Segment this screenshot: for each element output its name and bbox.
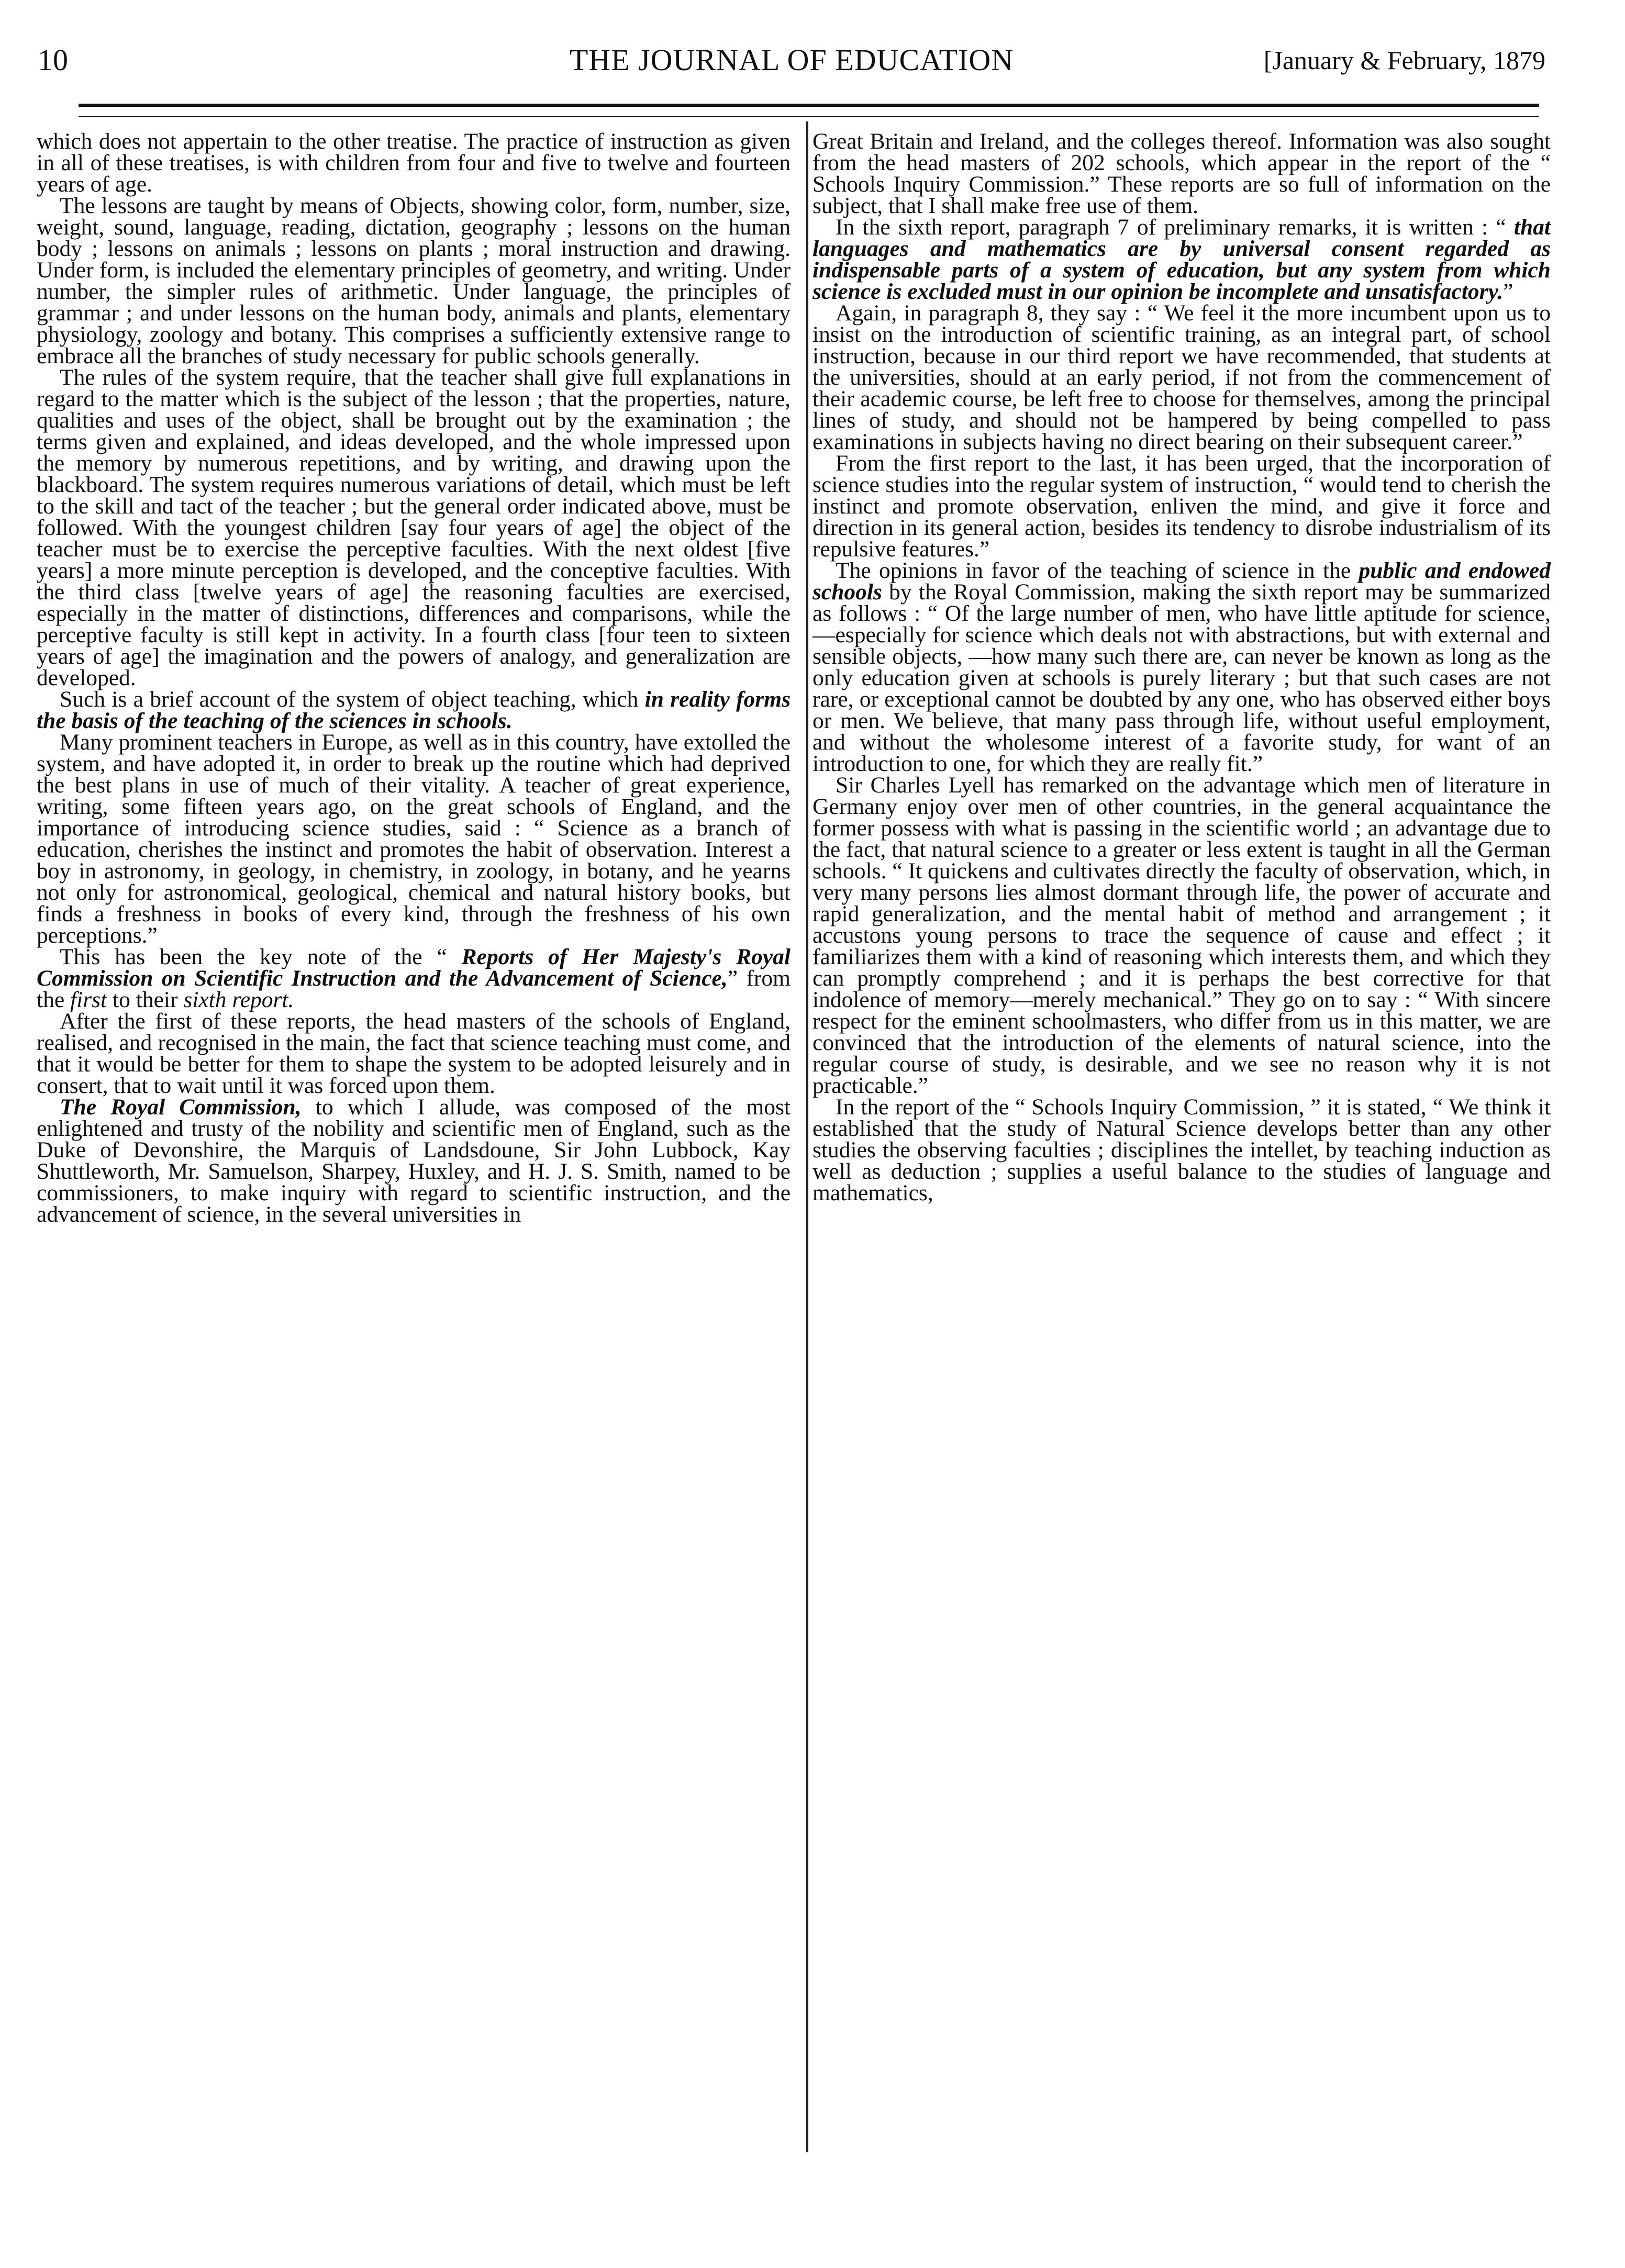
paragraph: From the first report to the last, it has been urged, that the incorporation of science studies into the regular system of instruction, “ would tend to cherish the instinct and promote observation, enliven the mind, and give it force and direction in its general action, besides its tendency to disrobe industrialism of its repulsive features.” (812, 451, 1551, 562)
page-header (38, 37, 1545, 84)
paragraph: In the report of the “ Schools Inquiry Commission, ” it is stated, “ We think it established that the study of Natural Science develops better than any other studies the observing faculties ; disciplines the intellet, by teaching induction as well as deduction ; supplies a useful balance to the studies of language and mathematics, (812, 1094, 1551, 1205)
emphasis-text: that languages and mathematics are by universal consent regarded as indispensable parts of a system of education, but any system from which science is excluded must in our opinion be incomplete and unsatisfactory. (812, 215, 1551, 304)
column-divider (806, 121, 808, 2152)
emphasis-text: in reality forms the basis of the teaching of the sciences in schools. (37, 687, 791, 733)
paragraph: The lessons are taught by means of Objects, showing color, form, number, size, weight, sound, language, reading, dictation, geography ; lessons on the human body ; lessons on animals ; lessons on plants ; moral instruction and drawing. Under form, is included the elementary principles of geometry, and writing. Under number, the simpler rules of arithmetic. Under language, the principles of grammar ; and under lessons on the human body, animals and plants, elementary physiology, zoology and botany. This comprises a sufficiently extensive range to embrace all the branches of study necessary for public schools generally. (37, 193, 791, 368)
paragraph: Many prominent teachers in Europe, as well as in this country, have extolled the system, and have adopted it, in order to break up the routine which had deprived the best plans in use of much of their vitality. A teacher of great experience, writing, some fifteen years ago, on the great schools of England, and the importance of introducing science studies, said : “ Science as a branch of education, cherishes the instinct and promotes the habit of observation. Interest a boy in astronomy, in geology, in chemistry, in zoology, in botany, and he yearns not only for astronomical, geological, chemical and natural history books, but finds a freshness in books of every kind, through the freshness of his own perceptions.” (37, 730, 791, 948)
paragraph (812, 217, 1551, 303)
emphasis-text: public and endowed schools (812, 558, 1551, 605)
text-run: This has been the key note of the “ (60, 944, 462, 969)
paragraph: The rules of the system require, that the teacher shall give full explanations in regard to the matter which is the subject of the lesson ; that the properties, nature, qualities and uses of the object, shall be brought out by the examination ; the terms given and explained, and ideas developed, and the whole impressed upon the memory by numerous repetitions, and by writing, and drawing upon the blackboard. The system requires numerous variations of detail, which must be left to the skill and tact of the teacher ; but the general order indicated above, must be followed. With the youngest children [say four years of age] the object of the teacher must be to exercise the perceptive faculties. With the next oldest [five years] a more minute perception is developed, and the conceptive faculties. With the third class [twelve years of age] the reasoning faculties are exercised, especially in the matter of distinctions, differences and comparisons, while the perceptive faculty is still kept in activity. In a fourth class [four teen to sixteen years of age] the imagination and the powers of analogy, and generalization are developed. (37, 365, 791, 690)
paragraph: Sir Charles Lyell has remarked on the advantage which men of literature in Germany enjoy over men of other countries, in the general acquaintance the former possess with what is passing in the scientific world ; an advantage due to the fact, that natural science to a greater or less extent is taught in all the German schools. “ It quickens and cultivates directly the faculty of observation, which, in very many persons lies almost dormant through life, the power of accurate and rapid generalization, and the mental habit of method and arrangement ; it accustons young persons to trace the sequence of cause and effect ; it familiarizes them with a kind of reasoning which interests them, and which they can promptly comprehend ; and it is perhaps the best corrective for that indolence of memory—merely mechanical.” They go on to say : “ With sincere respect for the eminent schoolmasters, who differ from us in this matter, we are convinced that the introduction of the elements of natural science, into the regular course of study, is desirable, and we see no reason why it is not practicable.” (812, 773, 1551, 1098)
text-run: Such is a brief account of the system of object teaching, which (60, 687, 645, 712)
emphasis-text: first (70, 987, 107, 1012)
text-run: to their (107, 987, 184, 1012)
journal-title: THE JOURNAL OF EDUCATION (569, 43, 1014, 77)
text-run: to which I allude, was composed of the most enlightened and trusty of the nobility and scientific men of England, such as the Duke of Devonshire, the Marquis of Landsdoune, Sir John Lubbock, Kay Shuttleworth, Mr. Samuelson, Sharpey, Huxley, and H. J. S. Smith, named to be commissioners, to make inquiry with regard to scientific instruction, and the advancement of science, in the several universities in (37, 1094, 791, 1227)
paragraph (812, 560, 1551, 775)
paragraph: After the first of these reports, the head masters of the schools of England, realised, and recognised in the main, the fact that science teaching must come, and that it would be better for them to shape the system to be adopted leisurely and in consert, that to wait until it was forced upon them. (37, 1009, 791, 1098)
right-column (812, 131, 1551, 1204)
paragraph (37, 946, 791, 1011)
paragraph (37, 689, 791, 732)
paragraph: Great Britain and Ireland, and the colleges thereof. Information was also sought from the head masters of 202 schools, which appear in the report of the “ Schools Inquiry Commission.” These reports are so full of information on the subject, that I shall make free use of them. (812, 129, 1551, 218)
page-number: 10 (38, 43, 68, 77)
text-run: In the sixth report, paragraph 7 of preliminary remarks, it is written : “ (836, 215, 1514, 240)
header-rule-thin (79, 116, 1539, 117)
emphasis-text: sixth report. (183, 987, 294, 1012)
paragraph (37, 1094, 791, 1227)
text-run: ” (1503, 279, 1513, 304)
left-column (37, 131, 791, 1225)
text-run: ” from the (37, 966, 791, 1012)
paragraph: which does not appertain to the other treatise. The practice of instruction as given in all of these treatises, is with children from four and five to twelve and fourteen years of age. (37, 129, 791, 197)
emphasis-text: The Royal Commission, (60, 1094, 302, 1120)
paragraph: Again, in paragraph 8, they say : “ We feel it the more incumbent upon us to insist on the introduction of scientific training, as an integral part, of school instruction, because in our third report we have recommended, that students at the universities, should at an early period, if not from the commencement of their academic course, be left free to choose for themselves, among the principal lines of study, and should not be hampered by being compelled to pass examinations in subjects having no direct bearing on their subsequent career.” (812, 300, 1551, 454)
issue-date: [January & February, 1879 (1263, 46, 1545, 75)
header-rule-thick (79, 104, 1539, 107)
emphasis-text: Reports of Her Majesty's Royal Commission on Scientific Instruction and the Advancement of Science, (37, 944, 791, 991)
text-run: The opinions in favor of the teaching of science in the (836, 558, 1359, 583)
text-run: by the Royal Commission, making the sixth report may be summarized as follows : “ Of the large number of men, who have little aptitude for science,—especially for science which deals not with abstractions, but with external and sensible objects, —how many such there are, can never be known as long as the only education given at schools is purely literary ; but that such cases are not rare, or exceptional cannot be doubted by any one, who has observed either boys or men. We believe, that many pass through life, without useful employment, and without the wholesome interest of a favorite study, for want of an introduction to one, for which they are really fit.” (812, 579, 1551, 776)
